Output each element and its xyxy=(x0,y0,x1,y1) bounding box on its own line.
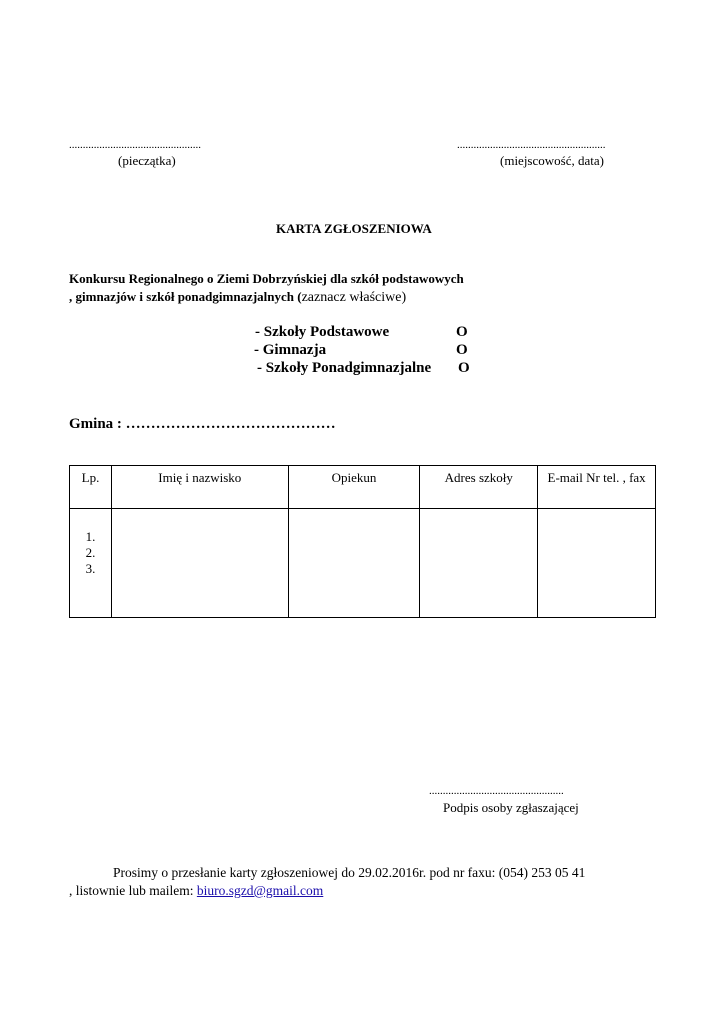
row-number: 2. xyxy=(85,545,96,560)
participants-table xyxy=(69,465,656,618)
option-ponadgim-mark[interactable]: O xyxy=(458,360,470,376)
table-row xyxy=(70,509,656,618)
intro-line-2-note: zaznacz właściwe) xyxy=(301,290,407,305)
col-guardian: Opiekun xyxy=(288,466,420,509)
signature-dots: ................................................. xyxy=(429,785,564,797)
col-school-address: Adres szkoły xyxy=(420,466,538,509)
option-gimnazja-mark[interactable]: O xyxy=(456,342,468,358)
page-title: KARTA ZGŁOSZENIOWA xyxy=(276,221,432,236)
gmina-field[interactable] xyxy=(69,416,336,433)
guardian-cell[interactable] xyxy=(288,509,420,618)
footer-line-2 xyxy=(69,883,323,899)
signature-caption: Podpis osoby zgłaszającej xyxy=(443,800,579,815)
place-date-caption: (miejscowość, data) xyxy=(500,153,604,168)
intro-line-1: Konkursu Regionalnego o Ziemi Dobrzyńskiej dla szkół podstawowych xyxy=(69,271,464,286)
intro-line-2 xyxy=(69,289,406,306)
option-primary-label: - Szkoły Podstawowe xyxy=(255,324,390,340)
col-lp: Lp. xyxy=(70,466,112,509)
col-contact: E-mail Nr tel. , fax xyxy=(538,466,656,509)
option-gimnazja-label: - Gimnazja xyxy=(254,342,327,358)
gmina-dots: …………………………………… xyxy=(125,416,336,432)
stamp-caption: (pieczątka) xyxy=(118,153,176,168)
option-ponadgim-label: - Szkoły Ponadgimnazjalne xyxy=(257,360,432,376)
row-numbers-cell xyxy=(70,509,112,618)
contact-cell[interactable] xyxy=(538,509,656,618)
name-cell[interactable] xyxy=(111,509,288,618)
footer-line-1: Prosimy o przesłanie karty zgłoszeniowej do 29.02.2016r. pod nr faxu: (054) 253 05 41 xyxy=(113,865,586,880)
place-date-dots: ...................................................... xyxy=(457,139,606,151)
stamp-dots: ................................................ xyxy=(69,139,201,151)
row-number: 3. xyxy=(85,561,96,576)
col-name: Imię i nazwisko xyxy=(111,466,288,509)
option-primary-mark[interactable]: O xyxy=(456,324,468,340)
school-address-cell[interactable] xyxy=(420,509,538,618)
footer-line-2-prefix: , listownie lub mailem: xyxy=(69,883,197,898)
table-header-row xyxy=(70,466,656,509)
intro-line-2-bold: , gimnazjów i szkół ponadgimnazjalnych ( xyxy=(69,289,302,304)
email-link[interactable]: biuro.sgzd@gmail.com xyxy=(196,883,324,898)
gmina-label: Gmina : xyxy=(69,416,122,432)
row-number: 1. xyxy=(85,529,96,544)
